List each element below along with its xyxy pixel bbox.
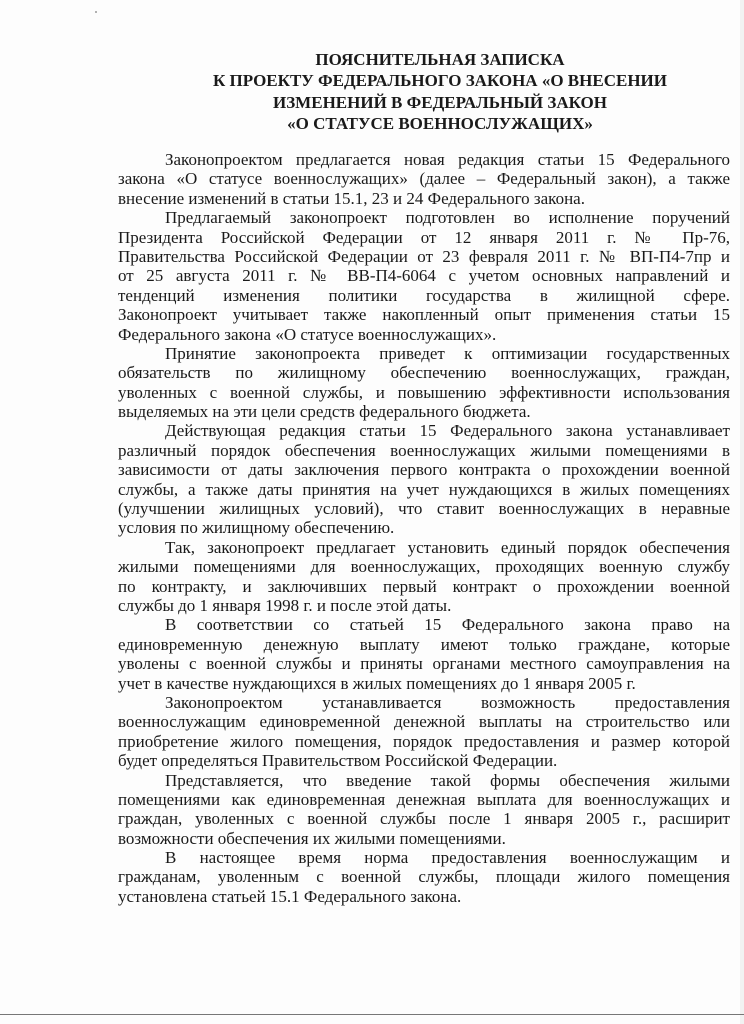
text-line: Представляется, что введение такой формы обеспечения жилыми — [165, 770, 730, 790]
text-line: Законопроектом предлагается новая редакция статьи 15 Федерального — [165, 150, 730, 169]
text-line: установлена статьей 15.1 Федерального закона. — [118, 886, 462, 906]
paragraph — [118, 693, 730, 771]
text-line: В соответствии со статьей 15 Федерального закона право на — [165, 615, 730, 635]
text-line: Так, законопроект предлагает установить единый порядок обеспечения — [165, 537, 730, 557]
title-line: ПОЯСНИТЕЛЬНАЯ ЗАПИСКА — [315, 50, 565, 69]
text-line: обязательств по жилищному обеспечению военнослужащих, граждан, — [118, 363, 730, 383]
text-line: учет в качестве нуждающихся в жилых помещениях до 1 января 2005 г. — [118, 673, 636, 693]
text-line: Правительства Российской Федерации от 23 февраля 2011 г. № ВП-П4-7пр и — [118, 246, 730, 266]
title-line: «О СТАТУСЕ ВОЕННОСЛУЖАЩИХ» — [287, 113, 593, 133]
scan-speck — [95, 11, 97, 13]
page-bottom-edge — [0, 1014, 744, 1015]
paragraph — [118, 344, 730, 422]
document-body — [118, 150, 730, 906]
paragraph — [118, 150, 730, 208]
text-line: военнослужащим единовременной денежной выплаты на строительство или — [118, 712, 730, 732]
text-line: по контракту, и заключивших первый контракт о прохождении военной — [118, 576, 730, 596]
text-line: приобретение жилого помещения, порядок предоставления и размер которой — [118, 731, 730, 751]
text-line: В настоящее время норма предоставления военнослужащим и — [165, 848, 730, 868]
title-line: ИЗМЕНЕНИЙ В ФЕДЕРАЛЬНЫЙ ЗАКОН — [272, 92, 607, 112]
paragraph — [118, 421, 730, 537]
text-line: возможности обеспечения их жилыми помещениями. — [118, 828, 506, 848]
text-line: уволенных с военной службы, и повышению эффективности использования — [118, 382, 730, 402]
text-line: зависимости от даты заключения первого контракта о прохождении военной — [118, 460, 730, 480]
text-line: выделяемых на эти цели средств федерального бюджета. — [118, 402, 531, 422]
text-line: Предлагаемый законопроект подготовлен во исполнение поручений — [165, 208, 730, 228]
text-line: условия по жилищному обеспечению. — [118, 518, 395, 538]
text-line: службы до 1 января 1998 г. и после этой даты. — [118, 595, 452, 615]
text-line: Принятие законопроекта приведет к оптимизации государственных — [165, 343, 730, 363]
text-line: уволены с военной службы и приняты органами местного самоуправления на — [118, 654, 730, 674]
text-line: помещениями как единовременная денежная выплата для военнослужащих и — [118, 789, 730, 809]
paragraph — [118, 538, 730, 616]
text-line: гражданам, уволенным с военной службы, площади жилого помещения — [118, 867, 730, 887]
text-line: единовременную денежную выплату имеют только граждане, которые — [118, 634, 730, 654]
text-line: Федерального закона «О статусе военнослужащих». — [118, 324, 497, 344]
paragraph — [118, 771, 730, 849]
paragraph — [118, 615, 730, 693]
text-line: граждан, уволенных с военной службы после 1 января 2005 г., расширит — [118, 809, 730, 829]
text-line: жилыми помещениями для военнослужащих, проходящих военную службу — [118, 557, 730, 577]
text-line: службы, а также даты принятия на учет нуждающихся в жилых помещениях — [118, 479, 730, 499]
text-line: закона «О статусе военнослужащих» (далее – Федеральный закон), а также — [118, 169, 730, 189]
scan-edge — [740, 0, 744, 1024]
title-line: К ПРОЕКТУ ФЕДЕРАЛЬНОГО ЗАКОНА «О ВНЕСЕНИИ — [212, 71, 667, 91]
text-line: от 25 августа 2011 г. № ВВ-П4-6064 с учетом основных направлений и — [118, 266, 730, 286]
text-line: (улучшении жилищных условий), что ставит военнослужащих в неравные — [118, 499, 730, 519]
text-line: внесение изменений в статьи 15.1, 23 и 24 Федерального закона. — [118, 188, 585, 208]
paragraph — [118, 208, 730, 344]
text-line: тенденций изменения политики государства в жилищной сфере. — [118, 285, 730, 305]
text-line: Законопроектом устанавливается возможность предоставления — [165, 692, 730, 712]
text-line: Действующая редакция статьи 15 Федерального закона устанавливает — [165, 421, 730, 441]
text-line: различный порядок обеспечения военнослужащих жилыми помещениями в — [118, 440, 730, 460]
document-title — [150, 49, 730, 134]
text-line: будет определяться Правительством Российской Федерации. — [118, 751, 558, 771]
text-line: Президента Российской Федерации от 12 января 2011 г. № Пр-76, — [118, 227, 730, 247]
paragraph — [118, 848, 730, 906]
text-line: Законопроект учитывает также накопленный опыт применения статьи 15 — [118, 305, 730, 325]
